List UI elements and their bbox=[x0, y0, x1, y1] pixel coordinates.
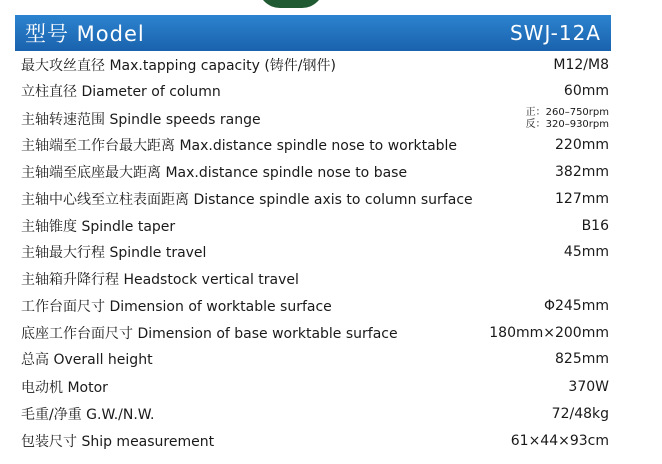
spec-value: 220mm bbox=[555, 137, 609, 153]
spec-value: 127mm bbox=[555, 191, 609, 207]
spec-value: B16 bbox=[581, 218, 609, 234]
spec-value: 180mm×200mm bbox=[489, 325, 609, 341]
spec-value: Φ245mm bbox=[543, 298, 609, 314]
spec-value: 382mm bbox=[555, 164, 609, 180]
spec-label: 底座工作台面尺寸 Dimension of base worktable surface bbox=[21, 326, 398, 342]
spindle-reverse-speed: 反：320–930rpm bbox=[525, 119, 609, 130]
spec-row bbox=[15, 320, 611, 346]
spec-label: 最大攻丝直径 Max.tapping capacity (铸件/钢件) bbox=[21, 58, 336, 74]
spec-label: 毛重/净重 G.W./N.W. bbox=[21, 407, 155, 423]
spindle-forward-speed: 正：260–750rpm bbox=[525, 107, 609, 118]
spec-value: 825mm bbox=[555, 351, 609, 367]
spec-value: 72/48kg bbox=[551, 406, 609, 422]
header-title: 型号 Model bbox=[25, 22, 145, 46]
spec-label: 主轴锥度 Spindle taper bbox=[21, 219, 176, 235]
spec-row bbox=[15, 346, 611, 372]
spec-label: 主轴箱升降行程 Headstock vertical travel bbox=[21, 272, 299, 288]
spec-value: 370W bbox=[568, 379, 609, 395]
spec-row bbox=[15, 132, 611, 158]
spec-value bbox=[526, 107, 611, 131]
spec-row bbox=[15, 401, 611, 427]
spec-row bbox=[15, 159, 611, 185]
spec-row bbox=[15, 428, 611, 454]
spec-value: M12/M8 bbox=[553, 57, 609, 73]
spec-label: 总高 Overall height bbox=[21, 352, 153, 368]
spec-value: 45mm bbox=[563, 244, 609, 260]
spec-label: 包装尺寸 Ship measurement bbox=[21, 434, 215, 450]
spec-row bbox=[15, 106, 611, 132]
spec-row bbox=[15, 293, 611, 319]
spec-row bbox=[15, 213, 611, 239]
spec-label: 主轴端至底座最大距离 Max.distance spindle nose to base bbox=[21, 165, 408, 181]
spec-row bbox=[15, 52, 611, 78]
spec-label: 主轴转速范围 Spindle speeds range bbox=[21, 112, 261, 128]
spec-row bbox=[15, 374, 611, 400]
top-decoration bbox=[258, 0, 324, 8]
spec-row bbox=[15, 78, 611, 104]
spec-label: 主轴端至工作台最大距离 Max.distance spindle nose to worktable bbox=[21, 138, 458, 154]
spec-label: 电动机 Motor bbox=[21, 380, 108, 396]
model-number: SWJ-12A bbox=[509, 21, 601, 45]
spec-row bbox=[15, 186, 611, 212]
spec-value: 61×44×93cm bbox=[510, 433, 609, 449]
spec-value: 60mm bbox=[563, 83, 609, 99]
spec-label: 立柱直径 Diameter of column bbox=[21, 84, 221, 100]
spec-row bbox=[15, 266, 611, 292]
spec-label: 主轴最大行程 Spindle travel bbox=[21, 245, 207, 261]
spec-header bbox=[15, 15, 611, 51]
spec-label: 工作台面尺寸 Dimension of worktable surface bbox=[21, 299, 332, 315]
spec-row bbox=[15, 239, 611, 265]
spec-label: 主轴中心线至立柱表面距离 Distance spindle axis to column surface bbox=[21, 192, 473, 208]
